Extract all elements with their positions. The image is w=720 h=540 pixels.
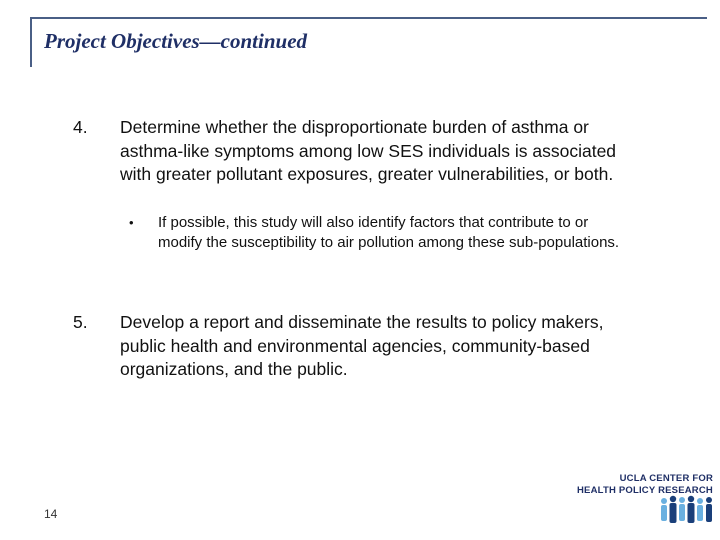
ucla-chpr-logo — [547, 465, 717, 527]
bullet-icon: • — [129, 215, 134, 230]
sub-bullet-item — [129, 213, 649, 277]
objective-number: 4. — [73, 117, 88, 137]
logo-text-line2: HEALTH POLICY RESEARCH — [576, 485, 713, 496]
objective-text: Determine whether the disproportionate burden of asthma or asthma-like symptoms among low SES individuals is associated with greater pollutant exposures, greater vulnerabilities, or both. — [120, 117, 617, 184]
objective-item-4 — [73, 116, 673, 216]
objective-text: Develop a report and disseminate the results to policy makers, public health and environmental agencies, community-based organizations, and the public. — [120, 312, 604, 379]
page-number: 14 — [44, 507, 58, 521]
page-title: Project Objectives—continued — [44, 29, 308, 53]
logo-text-line1: UCLA CENTER FOR — [619, 473, 713, 484]
sub-bullet-text: If possible, this study will also identify factors that contribute to or modify the susceptibility to air pollution among these sub-populations. — [158, 214, 620, 251]
objective-item-5 — [73, 311, 673, 386]
objective-number: 5. — [73, 312, 88, 332]
people-group-icon — [659, 495, 715, 525]
